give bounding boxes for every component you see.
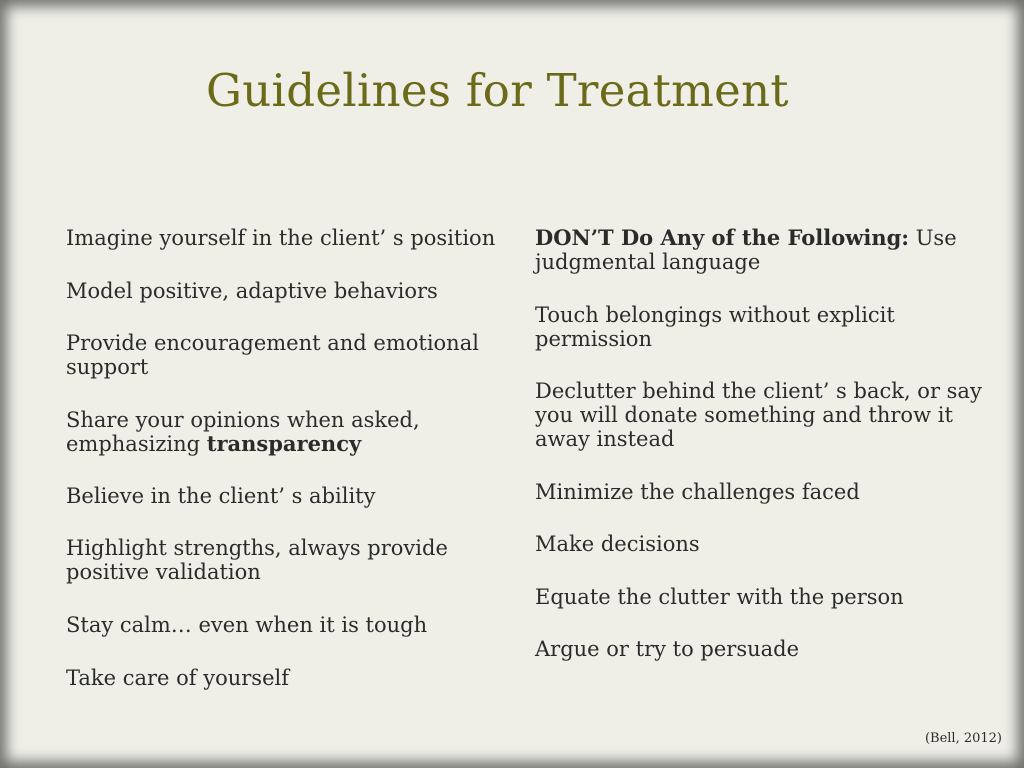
dont-item-equate: Equate the clutter with the person bbox=[535, 585, 904, 609]
dont-item-touch: Touch belongings without explicit permission bbox=[535, 303, 895, 351]
dont-item-minimize: Minimize the challenges faced bbox=[535, 480, 860, 504]
do-item-self-care: Take care of yourself bbox=[66, 666, 290, 690]
dont-item-argue: Argue or try to persuade bbox=[535, 637, 800, 661]
do-item-imagine: Imagine yourself in the client’ s position bbox=[66, 226, 496, 250]
dont-item-judgmental bbox=[535, 226, 990, 274]
do-item-believe: Believe in the client’ s ability bbox=[66, 484, 376, 508]
dont-heading: DON’T Do Any of the Following: bbox=[535, 225, 910, 250]
do-item-model: Model positive, adaptive behaviors bbox=[66, 279, 438, 303]
dont-item-decisions: Make decisions bbox=[535, 532, 700, 556]
citation: (Bell, 2012) bbox=[924, 731, 1002, 746]
do-item-stay-calm: Stay calm… even when it is tough bbox=[66, 613, 428, 637]
do-item-encouragement: Provide encouragement and emotional support bbox=[66, 331, 479, 379]
do-item-opinions-bold: transparency bbox=[206, 431, 362, 456]
do-item-opinions bbox=[66, 408, 528, 456]
dont-item-judgmental-text: Use judgmental language bbox=[535, 226, 957, 274]
do-item-highlight: Highlight strengths, always provide positive validation bbox=[66, 536, 448, 584]
do-item-opinions-text: Share your opinions when asked, emphasizing bbox=[66, 408, 420, 456]
slide-title: Guidelines for Treatment bbox=[206, 64, 789, 117]
dont-item-declutter: Declutter behind the client’ s back, or say you will donate something and throw it away instead bbox=[535, 379, 982, 451]
